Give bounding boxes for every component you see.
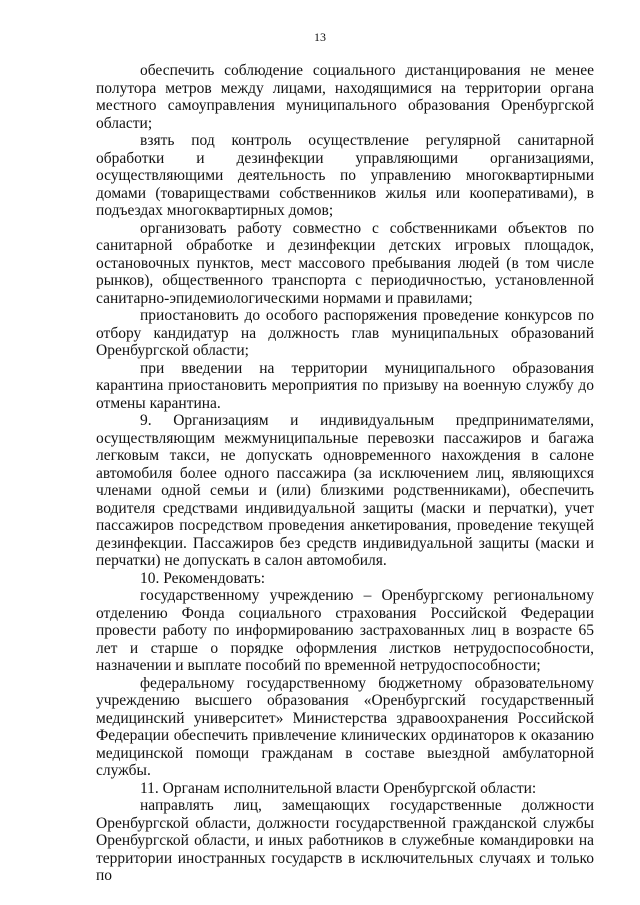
paragraph-item-9-taxi: 9. Организациям и индивидуальным предпринимателями, осуществляющим межмуниципальные перевозки пассажиров и багажа легковым такси, не допускать одновременного нахождения в салоне автомобиля более одного пассажира (за исключением лиц, являющихся членами одной семьи и (или) близкими родственниками), обеспечить водителя средствами индивидуальной защиты (маски и перчатки), учет пассажиров посредством проведения анкетирования, проведение текущей дезинфекции. Пассажиров без средств индивидуальной защиты (маски и перчатки) не допускать в салон автомобиля. xyxy=(96,412,594,569)
paragraph-social-insurance: государственному учреждению – Оренбургскому региональному отделению Фонда социального страхования Российской Федерации провести работу по информированию застрахованных лиц в возрасте 65 лет и старше о порядке оформления листков нетрудоспособности, назначении и выплате пособий по временной нетрудоспособности; xyxy=(96,587,594,674)
paragraph-business-trips: направлять лиц, замещающих государственные должности Оренбургской области, должности государственной гражданской службы Оренбургской области, и иных работников в служебные командировки на территории иностранных государств в исключительных случаях и только по xyxy=(96,797,594,884)
document-body xyxy=(96,62,594,885)
paragraph-social-distancing: обеспечить соблюдение социального дистанцирования не менее полутора метров между лицами, находящимися на территории органа местного самоуправления муниципального образования Оренбургской области; xyxy=(96,62,594,132)
paragraph-disinfection-work: организовать работу совместно с собственниками объектов по санитарной обработке и дезинфекции детских игровых площадок, остановочных пунктов, мест массового пребывания людей (в том числе рынков), общественного транспорта с периодичностью, установленной санитарно-эпидемиологическими нормами и правилами; xyxy=(96,219,594,307)
paragraph-suspend-contests: приостановить до особого распоряжения проведение конкурсов по отбору кандидатур на должность глав муниципальных образований Оренбургской области; xyxy=(96,307,594,359)
paragraph-sanitary-control: взять под контроль осуществление регулярной санитарной обработки и дезинфекции управляющими организациями, осуществляющими деятельность по управлению многоквартирными домами (товариществами собственников жилья или кооперативами), в подъездах многоквартирных домов; xyxy=(96,132,594,219)
paragraph-item-10-heading: 10. Рекомендовать: xyxy=(140,569,266,587)
paragraph-item-11-heading: 11. Органам исполнительной власти Оренбургской области: xyxy=(140,779,537,797)
paragraph-military-conscription: при введении на территории муниципального образования карантина приостановить мероприятия по призыву на военную службу до отмены карантина. xyxy=(96,359,594,412)
page-number: 13 xyxy=(314,30,326,44)
paragraph-medical-university: федеральному государственному бюджетному образовательному учреждению высшего образования «Оренбургский государственный медицинский университет» Министерства здравоохранения Российской Федерации обеспечить привлечение клинических ординаторов к оказанию медицинской помощи гражданам в составе выездной амбулаторной службы. xyxy=(96,674,594,779)
